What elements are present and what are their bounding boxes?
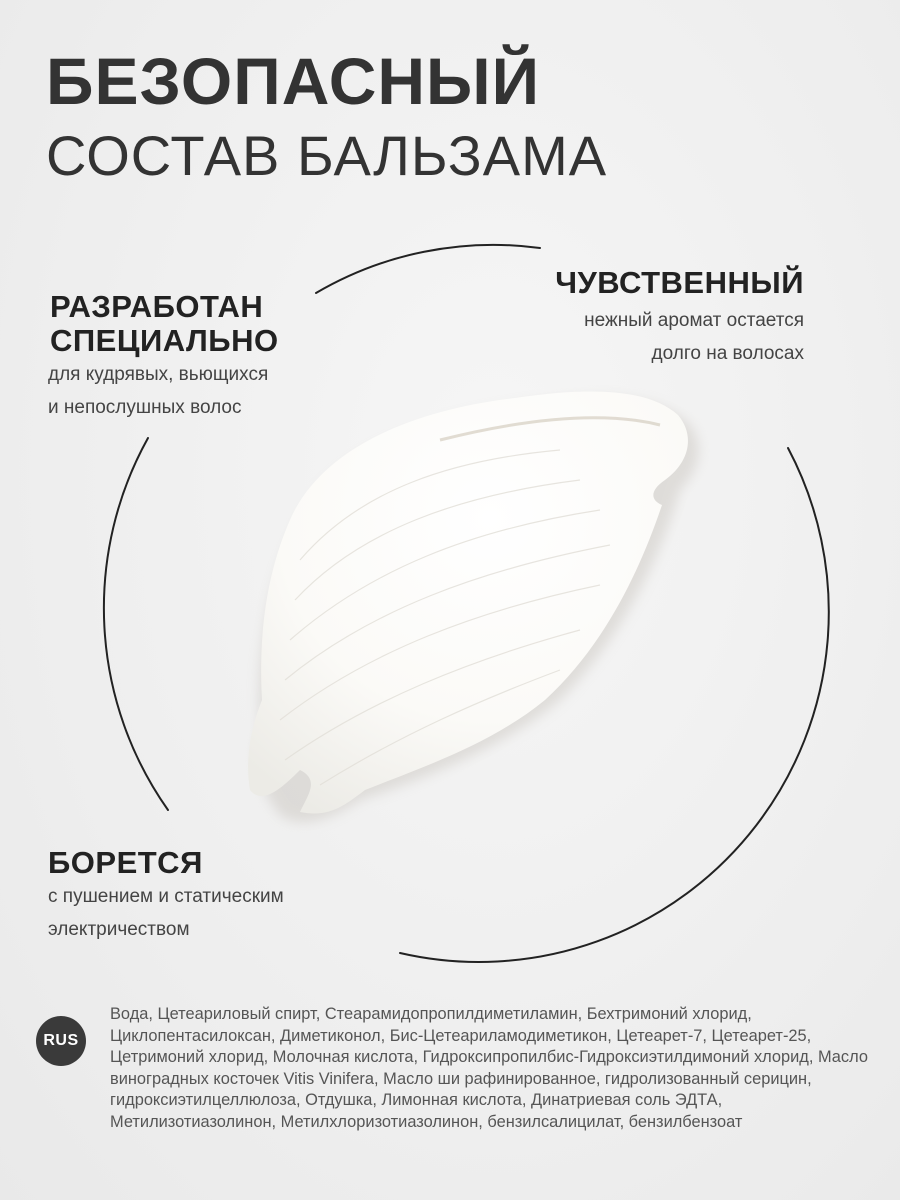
feature-desc-sensual: нежный аромат остается долго на волосах — [584, 310, 804, 364]
feature-title-sensual: ЧУВСТВЕННЫЙ — [555, 265, 804, 300]
language-badge: RUS — [36, 1016, 86, 1066]
page-title-line-2: СОСТАВ БАЛЬЗАМА — [46, 124, 608, 187]
feature-desc-specially: для кудрявых, вьющихся и непослушных волос — [48, 364, 269, 418]
ingredients-list: Вода, Цетеариловый спирт, Стеарамидопропилдиметиламин, Бехтримоний хлорид, Циклопентасилоксан, Диметиконол, Бис-Цетеариламодиметикон, Цетеарет-7, Цетеарет-25, Цетримоний хлорид, Молочная кислота, Гидроксипропилбис-Гидроксиэтилдимоний хлорид, Масло виноградных косточек Vitis Vinifera, Масло ши рафинированное, гидролизованный серицин, гидроксиэтилцеллюлоза, Отдушка, Лимонная кислота, Динатриевая соль ЭДТА, Метилизотиазолинон, Метилхлоризотиазолинон, бензилсалицилат, бензилбензоат — [110, 1005, 868, 1131]
feature-title-fights: БОРЕТСЯ — [48, 845, 203, 880]
page-title-line-1: БЕЗОПАСНЫЙ — [46, 44, 541, 118]
feature-title-specially: РАЗРАБОТАН СПЕЦИАЛЬНО — [50, 289, 279, 358]
arc-left — [104, 438, 168, 810]
arc-top — [316, 245, 540, 293]
feature-desc-fights: с пушением и статическим электричеством — [48, 886, 284, 940]
